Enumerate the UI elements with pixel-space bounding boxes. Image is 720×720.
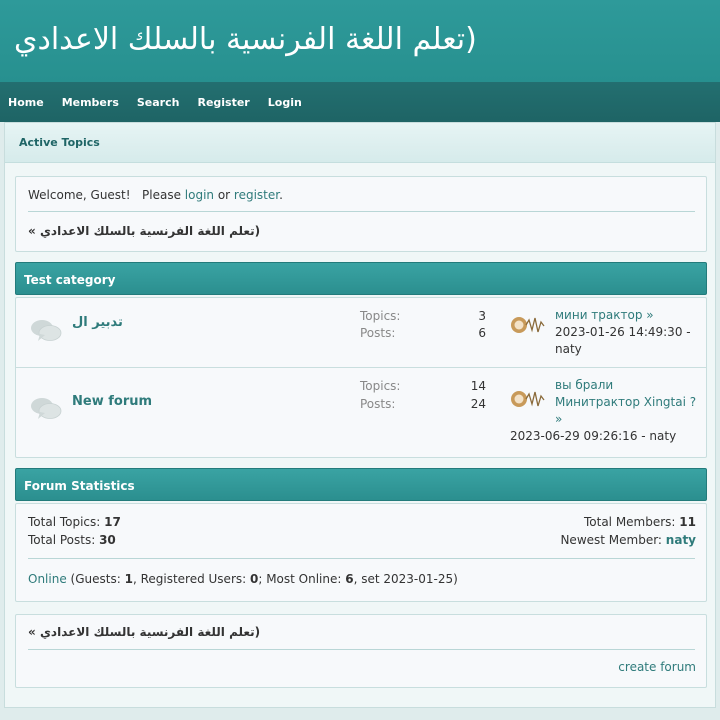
total-topics [28,515,121,529]
welcome-suffix: . [279,188,283,202]
welcome-or: or [214,188,234,202]
register-link[interactable]: register [233,188,280,202]
online-registered-label: , Registered Users: [132,572,250,586]
total-topics-value: 17 [104,515,121,529]
last-post-link[interactable]: мини трактор [555,308,643,322]
topics-count: 14 [470,379,486,393]
content-wrapper [4,122,716,708]
statistics-box [15,503,707,602]
site-header [0,0,720,82]
avatar [509,310,547,340]
online-registered-value: 0 [249,572,259,586]
login-link[interactable]: login [184,188,215,202]
site-title[interactable]: تعلم اللغة الفرنسية بالسلك الاعدادي) [14,22,477,57]
last-post-meta: 2023-01-26 14:49:30 - naty [555,325,691,356]
total-posts-value: 30 [99,533,116,547]
avatar [509,384,547,414]
topics-label: Topics: [360,309,401,323]
online-link[interactable]: Online [28,572,67,586]
nav-members[interactable]: Members [61,95,119,109]
nav-login[interactable]: Login [267,95,302,109]
total-members-value: 11 [679,515,696,529]
topics-count: 3 [478,309,486,323]
active-topics-link[interactable]: Active Topics [19,136,100,149]
category-header[interactable]: Test category [15,262,707,295]
posts-label: Posts: [360,326,396,340]
last-post-arrow-icon[interactable]: » [646,308,654,322]
total-members [584,515,696,529]
newest-member [560,533,696,547]
last-post-meta: 2023-06-29 09:26:16 - naty [510,429,677,443]
divider [28,211,695,212]
nav-register[interactable]: Register [197,95,250,109]
online-guests-value: 1 [124,572,133,586]
online-most-label: ; Most Online: [258,572,346,586]
forum-link[interactable]: New forum [72,394,153,409]
last-post-arrow-icon[interactable]: » [555,412,563,426]
welcome-box [15,176,707,252]
total-posts [28,533,116,547]
divider [28,558,695,559]
forum-bubble-icon [30,318,62,342]
forum-list [15,297,707,458]
nav-home[interactable]: Home [8,95,44,109]
last-post-info [555,307,700,358]
sub-navigation [5,123,715,163]
total-members-label: Total Members: [583,515,680,529]
footer-breadcrumb[interactable]: « تعلم اللغة الفرنسية بالسلك الاعدادي) [28,625,261,639]
forum-row [16,298,706,367]
forum-bubble-icon [30,396,62,420]
newest-member-label: Newest Member: [560,533,666,547]
topics-label: Topics: [360,379,401,393]
posts-label: Posts: [360,397,396,411]
divider [28,649,695,650]
create-forum-link[interactable]: create forum [618,660,696,674]
forum-link[interactable]: تدبير ال [72,315,123,330]
total-posts-label: Total Posts: [28,533,100,547]
online-most-value: 6 [345,572,354,586]
forum-row [16,367,706,458]
total-topics-label: Total Topics: [28,515,105,529]
statistics-header[interactable]: Forum Statistics [15,468,707,501]
last-post-info [555,377,700,428]
nav-search[interactable]: Search [136,95,180,109]
welcome-message [28,188,283,202]
main-nav [0,82,720,122]
footer-box [15,614,707,688]
posts-count: 6 [478,326,486,340]
last-post-link[interactable]: вы брали Минитрактор Xingtai ? [555,378,697,409]
online-info [28,572,458,586]
newest-member-link[interactable]: naty [665,533,696,547]
online-guests-label: (Guests: [66,572,125,586]
posts-count: 24 [470,397,486,411]
breadcrumb[interactable]: « تعلم اللغة الفرنسية بالسلك الاعدادي) [28,224,261,238]
online-most-suffix: , set 2023-01-25) [353,572,458,586]
welcome-prefix: Welcome, Guest! Please [28,188,185,202]
